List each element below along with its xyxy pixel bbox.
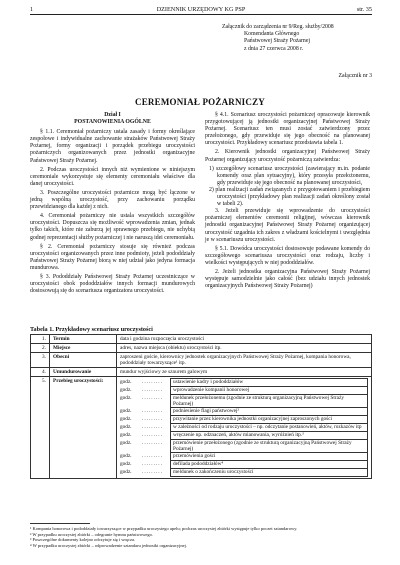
table-row	[31, 377, 372, 479]
time-placeholder: .........	[142, 395, 163, 401]
program-activity: przywitanie przez kierownika jednostki organizacyjnej zaproszonych gości	[171, 416, 368, 424]
time-word: godz.	[120, 379, 132, 385]
program-item	[120, 453, 368, 461]
row-key: Obecni	[50, 353, 117, 368]
time-placeholder: .........	[142, 408, 163, 414]
program-activity: wręczenie np. odznaczeń, aktów mianowania, wyróżnień itp.³	[171, 432, 368, 440]
program-item	[120, 440, 368, 453]
footnote: ² W przypadku uroczystej zbiórki – odegranie hymnu państwowego.	[30, 531, 154, 537]
program-item	[120, 408, 368, 416]
time-placeholder: .........	[142, 440, 163, 446]
row-value	[117, 377, 372, 479]
paragraph: 2. Podczas uroczystości innych niż wymienione w niniejszym ceremoniale wykorzystuje się elementy ceremoniału właściwe dla danej uroczystości.	[30, 166, 195, 187]
time-placeholder: .........	[142, 469, 163, 475]
footnotes	[30, 526, 372, 548]
left-column	[30, 112, 195, 297]
program-item	[120, 461, 368, 469]
row-value: mundur wyjściowy ze sznurem galowym	[117, 368, 372, 377]
row-value: adres, nazwa miejsca (obiektu) uroczystości itp.	[117, 344, 372, 353]
paragraph: 2. Kierownik jednostki organizacyjnej Państwowej Straży Pożarnej organizujący uroczystość pożarniczą zatwierdza:	[205, 149, 370, 163]
attachment-note	[222, 24, 372, 53]
table-row	[31, 335, 372, 344]
program-item	[120, 469, 368, 477]
time-word: godz.	[120, 453, 132, 459]
program-activity: wprowadzenie kompanii honorowej	[171, 387, 368, 395]
header-page-ref: str. 35	[356, 6, 372, 13]
time-word: godz.	[120, 395, 132, 401]
program-item	[120, 387, 368, 395]
row-key: Termin	[50, 335, 117, 344]
header-journal-title: DZIENNIK URZĘDOWY KG PSP	[156, 6, 246, 13]
program-activity: meldunek o zakończeniu uroczystości	[171, 469, 368, 477]
row-number: 5.	[31, 377, 50, 479]
time-placeholder: .........	[142, 387, 163, 393]
paragraph: § 1.1. Ceremoniał pożarniczy ustala zasady i formy określające zespołowe i indywidualne zachowanie strażaków Państwowej Straży Pożarnej, formy organizacji i porządek przebiegu uroczystości pożarniczych organizowanych przez jednostki organizacyjne Państwowej Straży Pożarnej.	[30, 129, 195, 164]
document-title: CEREMONIAŁ POŻARNICZY	[135, 97, 265, 107]
row-value: zaproszeni goście, kierownicy jednostek organizacyjnych Państwowej Straży Pożarnej, kompania honorowa, pododdziały towarzyszące¹ itp.	[117, 353, 372, 368]
row-key: Miejsce	[50, 344, 117, 353]
paragraph: § 2. Ceremoniał pożarniczy stosuje się również podczas uroczystości organizowanych przez inne podmioty, jeżeli pododdziały Państwowej Straży Pożarnej biorą w niej udział jako jedyna formacja mundurowa.	[30, 243, 195, 271]
time-placeholder: .........	[142, 379, 163, 385]
note-line-3: Państwowej Straży Pożarnej	[244, 38, 311, 45]
section-heading: Dział I	[104, 112, 121, 118]
program-activity: przemówienia gości	[171, 453, 368, 461]
row-value: data i godzina rozpoczęcia uroczystości	[117, 335, 372, 344]
list-item: 2) plan realizacji zadań związanych z przygotowaniem i przebiegiem uroczystości (przykładowy plan realizacji zadań określony został w tabeli 2).	[209, 186, 370, 208]
program-activity: podniesienie flagi państwowej²	[171, 408, 368, 416]
program-list	[120, 378, 368, 477]
time-placeholder: .........	[142, 432, 163, 438]
program-activity: w zależności od rodzaju uroczystości – np. odczytanie postanowień, aktów, rozkazów itp	[171, 424, 368, 432]
time-word: godz.	[120, 387, 132, 393]
table-row	[31, 344, 372, 353]
row-key: Przebieg uroczystości:	[50, 377, 117, 479]
program-item	[120, 379, 368, 387]
time-placeholder: .........	[142, 461, 163, 467]
paragraph: 4. Ceremoniał pożarniczy nie ustala wszystkich szczegółów uroczystości. Dopuszcza się możliwość wprowadzenia zmian, jednak tylko takich, które nie zaburzą jej sprawnego przebiegu, nie uchybią godnej reprezentacji służby pożarniczej i nie naruszą idei ceremoniału.	[30, 213, 195, 241]
right-column	[205, 112, 370, 292]
row-number: 1.	[31, 335, 50, 344]
footnote: ¹ Kompania honorowa i pododdziały towarzyszące w przypadku uroczystego apelu; podczas uroczystej zbiórki występuje tylko poczet sztandarowy.	[30, 526, 298, 531]
scenario-table	[30, 334, 372, 479]
row-key: Umundurowanie	[50, 368, 117, 377]
program-activity: przemówienie przełożonego (zgodnie ze strukturą organizacyjną Państwowej Straży Pożarnej)	[171, 440, 368, 453]
time-word: godz.	[120, 416, 132, 422]
paragraph: § 3. Pododdziały Państwowej Straży Pożarnej uczestniczące w uroczystości obok pododdziałów innych formacji mundurowych dostosowują się do scenariusza organizatora uroczystości.	[30, 273, 195, 295]
attachment-number: Załącznik nr 3	[338, 73, 372, 79]
time-placeholder: .........	[142, 416, 163, 422]
time-word: godz.	[120, 408, 132, 414]
program-item	[120, 416, 368, 424]
program-item	[120, 395, 368, 408]
header-page-number: 1	[30, 6, 34, 13]
row-number: 3.	[31, 353, 50, 368]
list-item: 1) szczegółowy scenariusz uroczystości (zawierający m.in. podanie komendy oraz plan sytuacyjny), który przesyła przełożonemu, gdy przewiduje się jego obecność na planowanej uroczystości,	[209, 165, 370, 186]
time-placeholder: .........	[142, 453, 163, 459]
footnote-rule	[30, 523, 90, 524]
program-activity: defilada pododdziałów⁴	[171, 461, 368, 469]
row-number: 4.	[31, 368, 50, 377]
paragraph: 3. Poszczególne uroczystości pożarnicze mogą być łączone w jedną wspólną uroczystość, przy zachowaniu porządku przewidzianego dla każdej z nich.	[30, 189, 195, 211]
footnote: ⁴ W przypadku uroczystej zbiórki – odprowadzenie sztandaru jednostki organizacyjnej.	[30, 542, 188, 548]
paragraph: § 4.1. Scenariusz uroczystości pożarniczej opracowuje kierownik przygotowującej ją jednostki organizacyjnej Państwowej Straży Pożarnej. Scenariusz ten musi zostać zatwierdzony przez przełożonego, gdy przewiduje się jego obecność na planowanej uroczystości. Przykładowy scenariusz przedstawia tabela 1.	[205, 112, 370, 147]
program-activity: meldunek przełożonemu (zgodnie ze strukturą organizacyjną Państwowej Straży Pożarnej)	[171, 395, 368, 408]
time-word: godz.	[120, 461, 132, 467]
time-word: godz.	[120, 432, 132, 438]
program-activity: ustawienie kadry i pododdziałów	[171, 379, 368, 387]
row-number: 2.	[31, 344, 50, 353]
note-line-2: Komendanta Głównego	[244, 31, 300, 38]
table-row	[31, 368, 372, 377]
time-placeholder: .........	[142, 424, 163, 430]
footnote: ³ Poszczególne dokumenty kolejno odczytuje się i wręcza.	[30, 537, 136, 543]
header-rule	[30, 14, 372, 15]
time-word: godz.	[120, 440, 132, 446]
section-subheading: POSTANOWIENIA OGÓLNE	[74, 119, 151, 126]
paragraph: 2. Jeżeli jednostka organizacyjna Państwowej Straży Pożarnej występuje samodzielnie jako całość (bez udziału innych jednostek organizacyjnych Państwowej Straży Pożarnej)	[205, 268, 370, 290]
table-row	[31, 353, 372, 368]
paragraph: 3. Jeżeli przewiduje się wprowadzenie do uroczystości pożarniczej elementów ceremonii religijnej, wówczas kierownik jednostki organizacyjnej Państwowej Straży Pożarnej organizującej uroczystość uzgadnia ich zakres z władzami kościelnymi i uwzględnia je w scenariuszu uroczystości.	[205, 208, 370, 243]
program-item	[120, 432, 368, 440]
paragraph: § 5.1. Dowódca uroczystości dostosowuje podawane komendy do szczegółowego scenariusza uroczystości oraz rodzaju, liczby i wielkości występujących w niej pododdziałów.	[205, 245, 370, 266]
program-item	[120, 424, 368, 432]
table-caption: Tabela 1. Przykładowy scenariusz uroczystości	[30, 326, 153, 333]
note-line-1: Załącznik do zarządzenia nr 9/Reg. służby/2008	[222, 24, 334, 30]
time-word: godz.	[120, 469, 132, 475]
note-line-4: z dnia 27 czerwca 2008 r.	[244, 45, 304, 52]
time-word: godz.	[120, 424, 132, 430]
